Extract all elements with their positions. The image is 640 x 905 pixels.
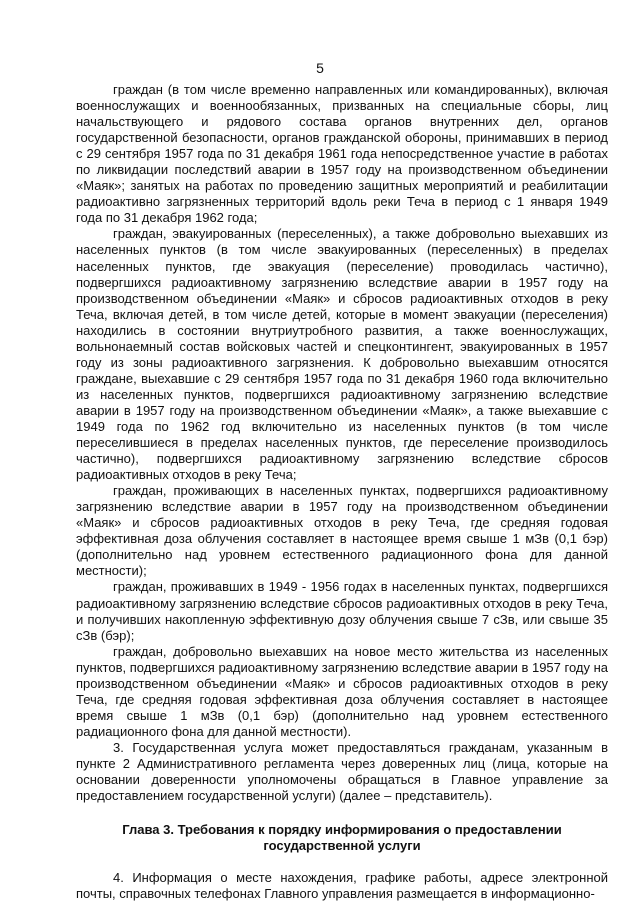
paragraph-item-3-representative: 3. Государственная услуга может предоставляться гражданам, указанным в пункте 2 Административного регламента через доверенных лиц (лица, которые на основании доверенности уполномочены обращаться в Главное управление за предоставлением государственной услуги) (далее – представитель). <box>76 739 608 804</box>
paragraph-citizens-voluntarily-moved: граждан, добровольно выехавших на новое место жительства из населенных пунктов, подвергшихся радиоактивному загрязнению вследствие аварии в 1957 году на производственном объединении «Маяк» и сбросов радиоактивных отходов в реку Теча, где средняя годовая эффективная доза облучения составляет в настоящее время свыше 1 мЗв (0,1 бэр) (дополнительно над уровнем естественного радиационного фона для данной местности). <box>76 643 608 739</box>
paragraph-item-4-information: 4. Информация о месте нахождения, графике работы, адресе электронной почты, справочных телефонах Главного управления размещается в информационно- <box>76 870 608 902</box>
paragraph-citizens-liquidation: граждан (в том числе временно направленных или командированных), включая военнослужащих и военнообязанных, призванных на специальные сборы, лиц начальствующего и рядового состава органов внутренних дел, органов государственной безопасности, органов гражданской обороны, принимавших в период с 29 сентября 1957 года по 31 декабря 1961 года непосредственное участие в работах по ликвидации последствий аварии в 1957 году на производственном объединении «Маяк»; занятых на работах по проведению защитных мероприятий и реабилитации радиоактивно загрязненных территорий вдоль реки Теча в период с 1 января 1949 года по 31 декабря 1962 года; <box>76 82 608 226</box>
document-body <box>76 82 608 902</box>
page-number: 5 <box>316 60 324 76</box>
chapter-3-heading: Глава 3. Требования к порядку информирования о предоставлении государственной услуги <box>122 822 562 854</box>
paragraph-citizens-1949-1956: граждан, проживавших в 1949 - 1956 годах в населенных пунктах, подвергшихся радиоактивному загрязнению вследствие сбросов радиоактивных отходов в реку Теча, и получивших накопленную эффективную дозу облучения свыше 7 сЗв, или свыше 35 сЗв (бэр); <box>76 579 608 643</box>
paragraph-citizens-residing: граждан, проживающих в населенных пунктах, подвергшихся радиоактивному загрязнению вследствие аварии в 1957 году на производственном объединении «Маяк» и сбросов радиоактивных отходов в реку Теча, где средняя годовая эффективная доза облучения составляет в настоящее время свыше 1 мЗв (0,1 бэр) (дополнительно над уровнем естественного радиационного фона для данной местности); <box>76 483 608 579</box>
paragraph-citizens-evacuated: граждан, эвакуированных (переселенных), а также добровольно выехавших из населенных пунктов (в том числе эвакуированных (переселенных) в пределах населенных пунктов, где эвакуация (переселение) проводилась частично), подвергшихся радиоактивному загрязнению вследствие аварии в 1957 году на производственном объединении «Маяк» и сбросов радиоактивных отходов в реку Теча, включая детей, в том числе детей, которые в момент эвакуации (переселения) находились в состоянии внутриутробного развития, а также военнослужащих, вольнонаемный состав войсковых частей и спецконтингент, эвакуированных в 1957 году из зоны радиоактивного загрязнения. К добровольно выехавшим относятся граждане, выехавшие с 29 сентября 1957 года по 31 декабря 1960 года включительно из населенных пунктов, подвергшихся радиоактивному загрязнению вследствие аварии в 1957 году на производственном объединении «Маяк», а также выехавшие с 1949 года по 1962 год включительно из населенных пунктов (в том числе переселившиеся в пределах населенных пунктов, где переселение производилось частично), подвергшихся радиоактивному загрязнению вследствие сбросов радиоактивных отходов в реку Теча; <box>76 226 608 483</box>
